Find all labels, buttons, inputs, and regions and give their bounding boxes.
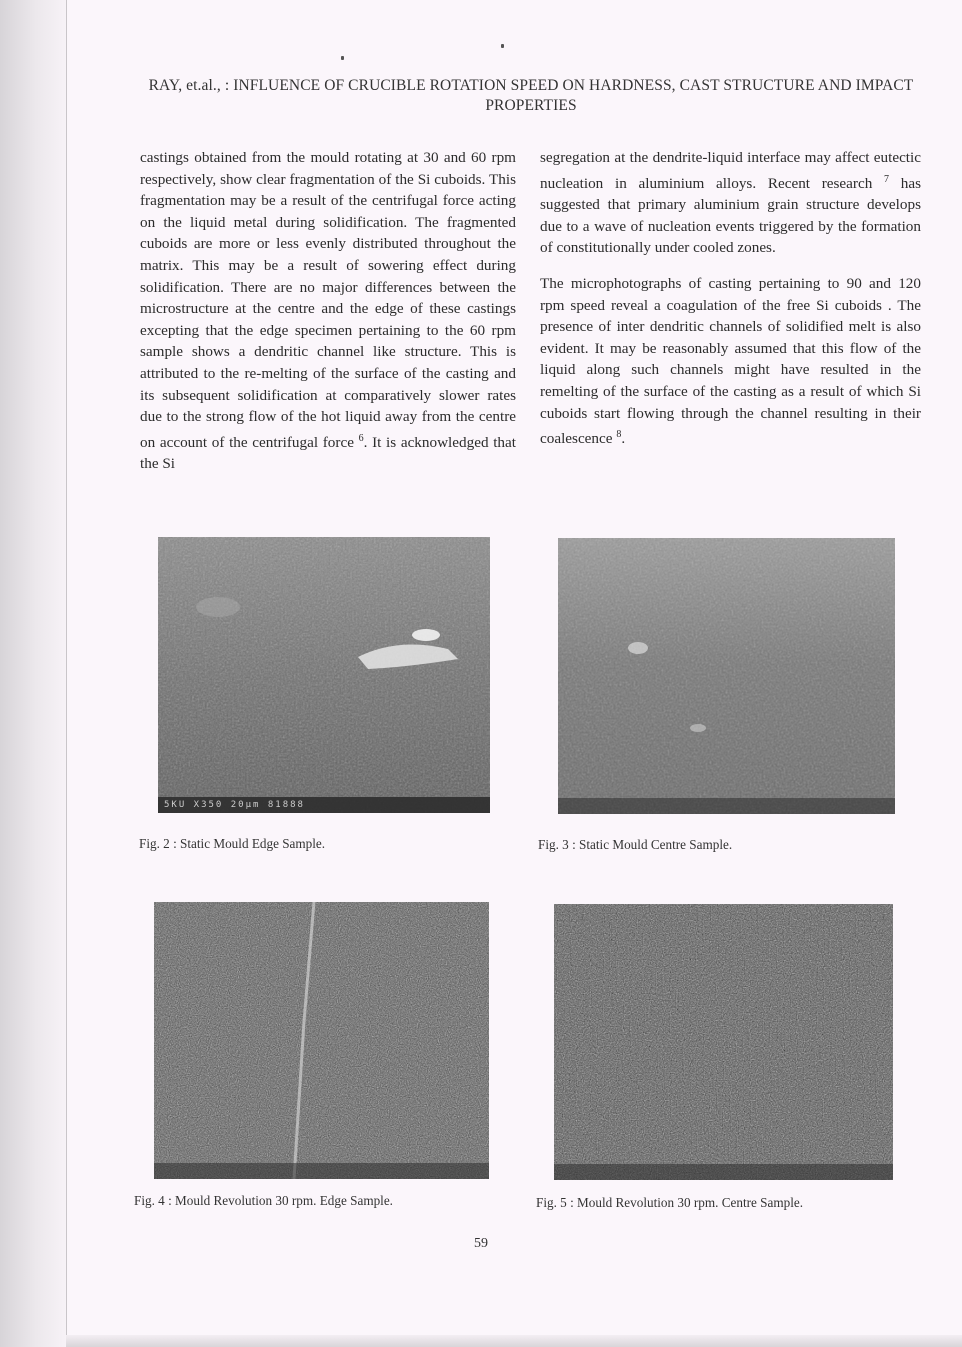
- left-column: [140, 147, 516, 475]
- right-p2-text-b: .: [621, 430, 626, 448]
- citation-7: 7: [884, 173, 890, 185]
- left-text-b: . It is acknowledged that the Si: [140, 433, 516, 473]
- right-paragraph-1: [540, 147, 921, 259]
- fig-2-scale-bar: 5KU X350 20μm 81888: [158, 797, 490, 813]
- fig-5-scale-bar: [554, 1164, 893, 1180]
- figure-5-micrograph: [554, 904, 893, 1180]
- right-paragraph-2: [540, 273, 921, 450]
- figure-4-caption: Fig. 4 : Mould Revolution 30 rpm. Edge Sample.: [134, 1193, 393, 1208]
- left-paragraph: [140, 147, 516, 475]
- running-header: RAY, et.al., : INFLUENCE OF CRUCIBLE ROTATION SPEED ON HARDNESS, CAST STRUCTURE AND IMPACT PROPERTIES: [148, 77, 914, 114]
- citation-6: 6: [358, 432, 364, 444]
- page-number: 59: [474, 1236, 488, 1251]
- right-p1-text-b: has suggested that primary aluminium grain structure develops due to a wave of nucleation events triggered by the formation of constitutionally under cooled zones.: [540, 174, 921, 257]
- figure-4-micrograph: [154, 902, 489, 1179]
- figure-2-micrograph: [158, 537, 490, 813]
- speck-mark: [341, 56, 344, 60]
- right-column: [540, 147, 921, 450]
- left-text-a: castings obtained from the mould rotating at 30 and 60 rpm respectively, show clear fragmentation of the Si cuboids. This fragmentation may be a result of the centrifugal force acting on the liquid metal during solidification. The fragmented cuboids are more or less evenly distributed throughout the matrix. This may be a result of sowering effect during solidification. There are no major differences between the microstructure at the centre and the edge of these castings excepting that the edge specimen pertaining to the 60 rpm sample shows a dendritic channel like structure. This is attributed to the re-melting of the surface of the casting and its subsequent solidification at comparatively slower rates due to the strong flow of the hot liquid away from the centre on account of the centrifugal force: [140, 149, 516, 451]
- citation-8: 8: [616, 429, 622, 441]
- figure-3-micrograph: [558, 538, 895, 814]
- figure-2-caption: Fig. 2 : Static Mould Edge Sample.: [139, 836, 326, 851]
- right-p1-text-a: segregation at the dendrite-liquid interface may affect eutectic nucleation in aluminium alloys. Recent research: [540, 149, 921, 192]
- figure-3-caption: Fig. 3 : Static Mould Centre Sample.: [538, 837, 733, 852]
- fig-4-scale-bar: [154, 1163, 489, 1179]
- page-bottom-edge: [66, 1335, 962, 1347]
- figure-5-caption: Fig. 5 : Mould Revolution 30 rpm. Centre Sample.: [536, 1195, 804, 1210]
- fig-3-scale-bar: [558, 798, 895, 814]
- right-p2-text-a: The microphotographs of casting pertaining to 90 and 120 rpm speed reveal a coagulation of the free Si cuboids . The presence of inter dendritic channels of solidified melt is also evident. It may be reasonably assumed that this flow of the liquid along such channels might have resulted in the remelting of the surface of the casting as a result of which Si cuboids start flowing through the channel resulting in their coalescence: [540, 275, 921, 448]
- speck-mark: [501, 44, 504, 48]
- binding-shadow: [0, 0, 67, 1347]
